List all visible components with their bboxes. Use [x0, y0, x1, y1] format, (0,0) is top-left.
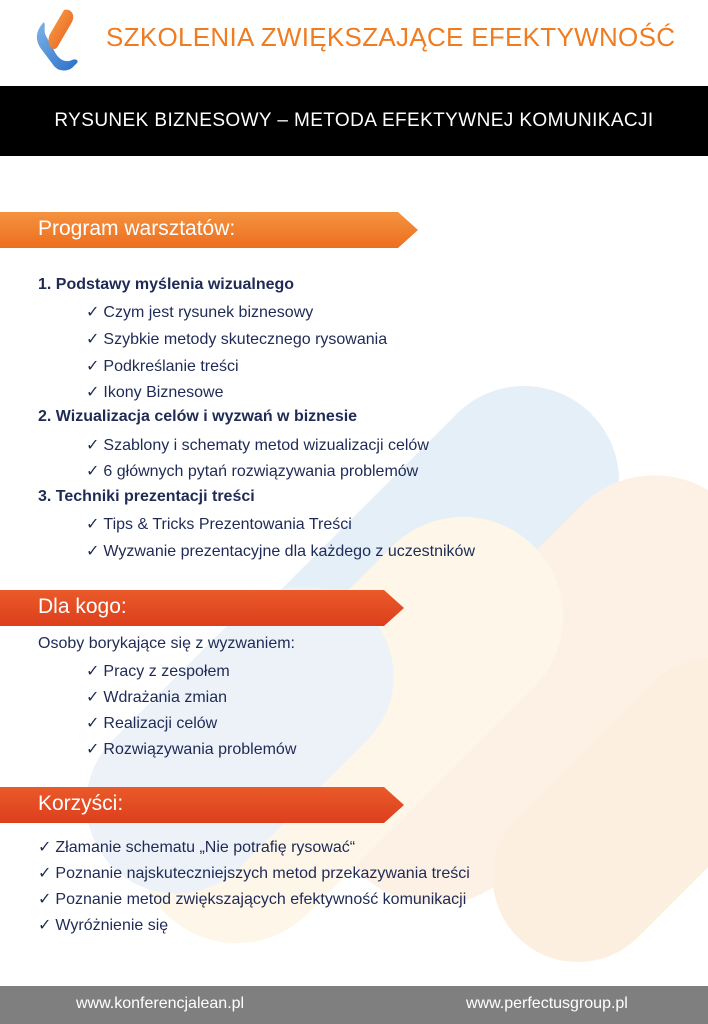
footer-link-konferencjalean[interactable]: www.konferencjalean.pl: [76, 995, 245, 1012]
footer-link-perfectusgroup[interactable]: www.perfectusgroup.pl: [466, 995, 628, 1012]
section-bar-program: [0, 212, 420, 248]
list-item: ✓ Wdrażania zmian: [86, 689, 228, 706]
check-icon: ✓: [86, 331, 100, 348]
list-item: ✓ Poznanie najskuteczniejszych metod przekazywania treści: [38, 865, 470, 882]
banner-title: RYSUNEK BIZNESOWY – METODA EFEKTYWNEJ KOMUNIKACJI: [54, 110, 654, 131]
title-banner: [0, 86, 708, 156]
module-title: 3. Techniki prezentacji treści: [38, 488, 255, 505]
check-icon: ✓: [86, 384, 100, 401]
section-bar-benefits: [0, 787, 406, 823]
list-item: ✓ Rozwiązywania problemów: [86, 741, 297, 758]
list-item: ✓ Pracy z zespołem: [86, 663, 230, 680]
check-icon: ✓: [38, 865, 52, 882]
check-icon: ✓: [38, 917, 52, 934]
list-item: ✓ Szybkie metody skutecznego rysowania: [86, 331, 388, 348]
list-item: ✓ Czym jest rysunek biznesowy: [86, 304, 314, 321]
section-heading-benefits: Korzyści:: [38, 792, 124, 815]
check-icon: ✓: [86, 463, 100, 480]
audience-intro: Osoby borykające się z wyzwaniem:: [38, 635, 295, 652]
check-icon: ✓: [86, 304, 100, 321]
check-icon: ✓: [86, 715, 100, 732]
list-item: ✓ Wyróżnienie się: [38, 917, 169, 934]
list-item: ✓ Tips & Tricks Prezentowania Treści: [86, 516, 352, 533]
check-icon: ✓: [86, 741, 100, 758]
module-title: 1. Podstawy myślenia wizualnego: [38, 276, 295, 293]
page-title: SZKOLENIA ZWIĘKSZAJĄCE EFEKTYWNOŚĆ: [106, 22, 676, 52]
list-item: ✓ 6 głównych pytań rozwiązywania problemów: [86, 463, 419, 480]
page-header: [0, 0, 708, 84]
list-item: ✓ Złamanie schematu „Nie potrafię rysować“: [38, 839, 356, 856]
check-icon: ✓: [86, 437, 100, 454]
list-item: ✓ Wyzwanie prezentacyjne dla każdego z uczestników: [86, 543, 476, 560]
page-footer: [0, 986, 708, 1024]
check-icon: ✓: [38, 891, 52, 908]
section-heading-program: Program warsztatów:: [38, 217, 236, 240]
list-item: ✓ Realizacji celów: [86, 715, 218, 732]
check-icon: ✓: [38, 839, 52, 856]
section-heading-audience: Dla kogo:: [38, 595, 127, 618]
check-icon: ✓: [86, 516, 100, 533]
section-bar-audience: [0, 590, 406, 626]
list-item: ✓ Podkreślanie treści: [86, 358, 239, 375]
check-icon: ✓: [86, 543, 100, 560]
module-title: 2. Wizualizacja celów i wyzwań w biznesie: [38, 408, 358, 425]
check-icon: ✓: [86, 358, 100, 375]
list-item: ✓ Poznanie metod zwiększających efektywność komunikacji: [38, 891, 467, 908]
check-icon: ✓: [86, 663, 100, 680]
brand-logo-icon: [30, 6, 82, 74]
list-item: ✓ Ikony Biznesowe: [86, 384, 224, 401]
list-item: ✓ Szablony i schematy metod wizualizacji celów: [86, 437, 429, 454]
check-icon: ✓: [86, 689, 100, 706]
